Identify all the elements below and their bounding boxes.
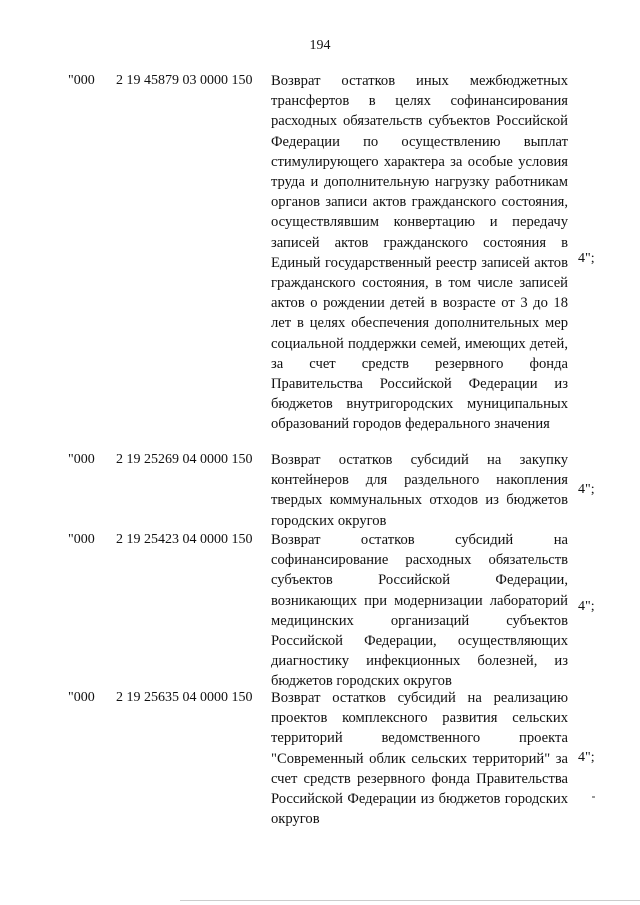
row-suffix: 4"; — [578, 599, 595, 614]
page-number: 194 — [309, 38, 331, 53]
row-description: Возврат остатков субсидий на софинансирование расходных обязательств субъектов Российской Федерации, возникающих при модернизации лабораторий медицинских организаций субъектов Российской Федерации, осуществляющих диагностику инфекционных болезней, из бюджетов городских округов — [271, 532, 568, 690]
row-description: Возврат остатков субсидий на закупку контейнеров для раздельного накопления твердых коммунальных отходов из бюджетов городских округов — [271, 452, 568, 529]
scan-mark — [592, 796, 595, 798]
row-suffix: 4"; — [578, 251, 595, 266]
budget-code: 2 19 25423 04 0000 150 — [116, 532, 253, 547]
row-suffix: 4"; — [578, 482, 595, 497]
scan-edge-line — [180, 900, 640, 901]
budget-code: 2 19 45879 03 0000 150 — [116, 73, 253, 88]
row-prefix: "000 — [68, 73, 95, 88]
budget-code: 2 19 25269 04 0000 150 — [116, 452, 253, 467]
budget-code: 2 19 25635 04 0000 150 — [116, 690, 253, 705]
row-prefix: "000 — [68, 690, 95, 705]
row-description: Возврат остатков субсидий на реализацию проектов комплексного развития сельских территорий ведомственного проекта "Современный облик сельских территорий" за счет средств резервного фонда Правительства Российской Федерации из бюджетов городских округов — [271, 690, 568, 828]
row-prefix: "000 — [68, 452, 95, 467]
row-suffix: 4"; — [578, 750, 595, 765]
row-prefix: "000 — [68, 532, 95, 547]
row-description: Возврат остатков иных межбюджетных трансфертов в целях софинансирования расходных обязательств субъектов Российской Федерации по осуществлению выплат стимулирующего характера за особые условия труда и дополнительную нагрузку работникам органов записи актов гражданского состояния, осуществлявшим конвертацию и передачу записей актов гражданского состояния в Единый государственный реестр записей актов гражданского состояния, в том числе записей актов о рождении детей в возрасте от 3 до 18 лет в целях обеспечения дополнительных мер социальной поддержки семей, имеющих детей, за счет средств резервного фонда Правительства Российской Федерации из бюджетов внутригородских муниципальных образований городов федерального значения — [271, 73, 568, 433]
